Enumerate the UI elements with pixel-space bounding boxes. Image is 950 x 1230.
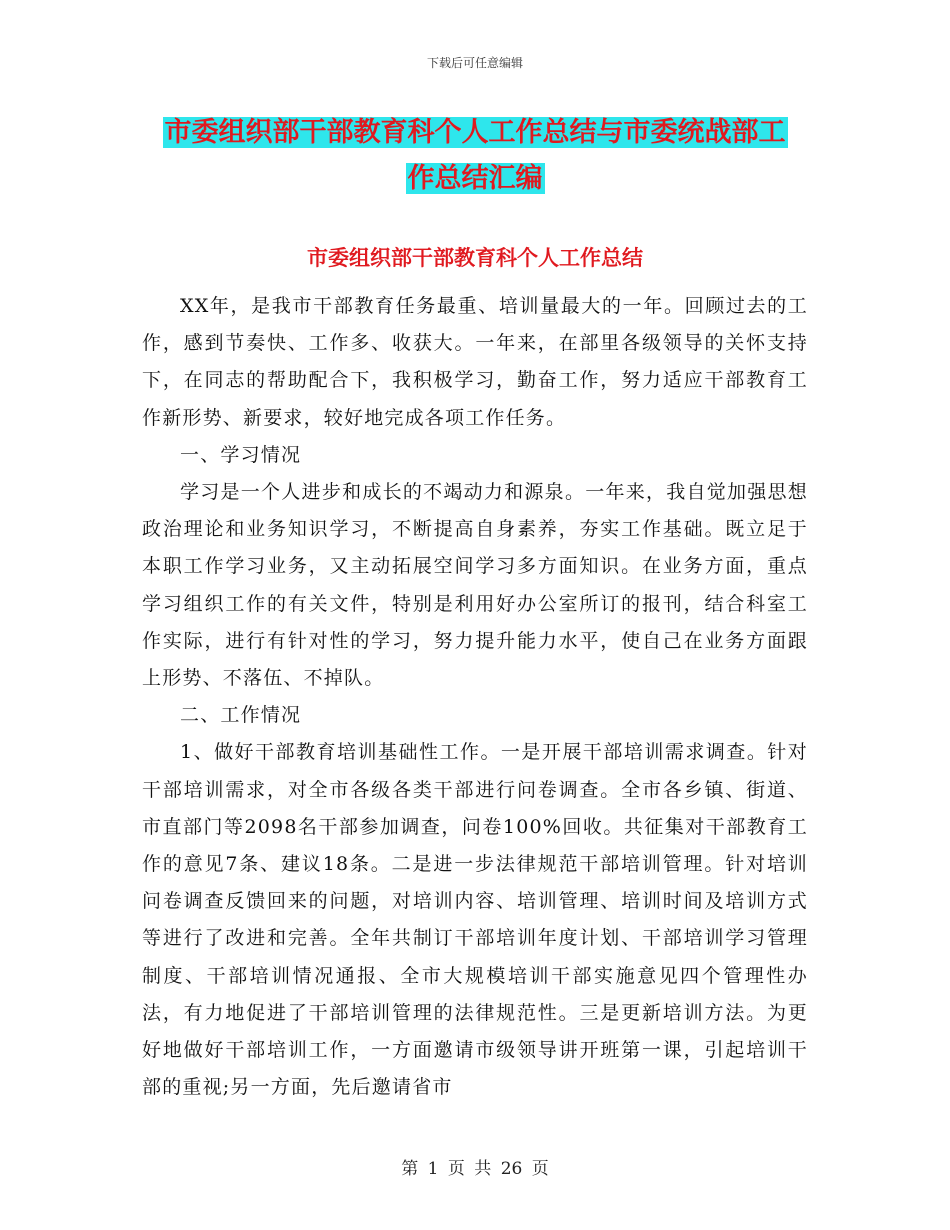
page-footer: 第 1 页 共 26 页: [401, 1159, 549, 1179]
heading-work: 二、工作情况: [180, 704, 302, 727]
document-title-line-1: 市委组织部干部教育科个人工作总结与市委统战部工: [164, 117, 786, 148]
paragraph-work: 1、做好干部教育培训基础性工作。一是开展干部培训需求调查。针对干部培训需求，对全市各级各类干部进行问卷调查。全市各乡镇、街道、市直部门等2098名干部参加调查，问卷100%回收。共征集对干部教育工作的意见7条、建议18条。二是进一步法律规范干部培训管理。针对培训问卷调查反馈回来的问题，对培训内容、培训管理、培训时间及培训方式等进行了改进和完善。全年共制订干部培训年度计划、干部培训学习管理制度、干部培训情况通报、全市大规模培训干部实施意见四个管理性办法，有力地促进了干部培训管理的法律规范性。三是更新培训方法。为更好地做好干部培训工作，一方面邀请市级领导讲开班第一课，引起培训干部的重视;另一方面，先后邀请省市: [142, 741, 808, 1099]
paragraph-study: 学习是一个人进步和成长的不竭动力和源泉。一年来，我自觉加强思想政治理论和业务知识学习，不断提高自身素养，夯实工作基础。既立足于本职工作学习业务，又主动拓展空间学习多方面知识。在业务方面，重点学习组织工作的有关文件，特别是利用好办公室所订的报刊，结合科室工作实际，进行有针对性的学习，努力提升能力水平，使自己在业务方面跟上形势、不落伍、不掉队。: [142, 481, 808, 690]
paragraph-intro: XX年，是我市干部教育任务最重、培训量最大的一年。回顾过去的工作，感到节奏快、工作多、收获大。一年来，在部里各级领导的关怀支持下，在同志的帮助配合下，我积极学习，勤奋工作，努力适应干部教育工作新形势、新要求，较好地完成各项工作任务。: [142, 295, 808, 429]
document-title: [140, 110, 810, 202]
body-text: [142, 288, 808, 1106]
document-title-line-2: 作总结汇编: [407, 163, 543, 194]
section-title: 市委组织部干部教育科个人工作总结: [307, 246, 643, 270]
header-note: 下载后可任意编辑: [426, 56, 523, 70]
heading-study: 一、学习情况: [180, 443, 302, 466]
